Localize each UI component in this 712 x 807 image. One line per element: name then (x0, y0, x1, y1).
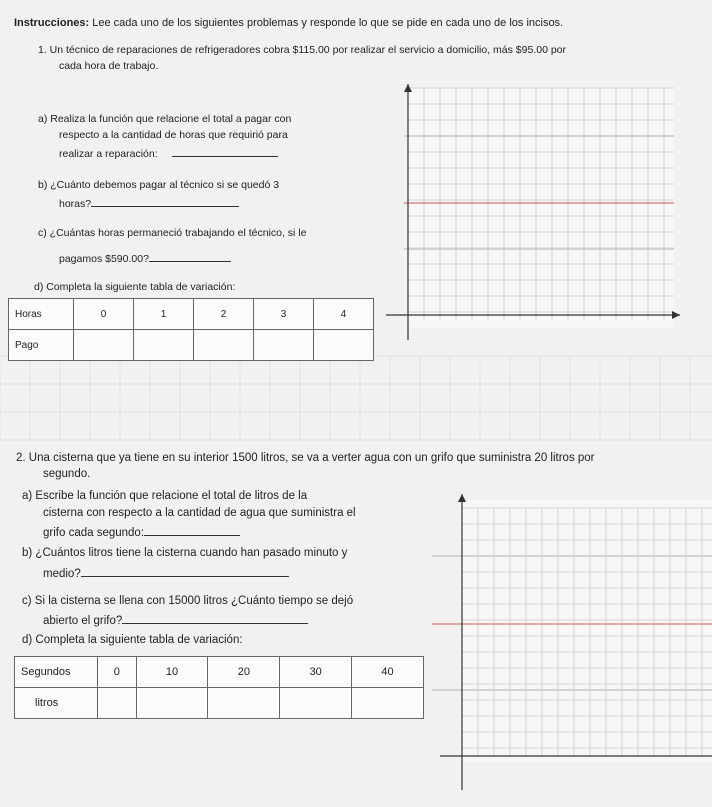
table2-row1-label: Segundos (15, 657, 98, 688)
instructions-text: Lee cada uno de los siguientes problemas y responde lo que se pide en cada uno de los incisos. (89, 17, 564, 29)
table2-empty-cell[interactable] (98, 688, 137, 719)
table1-empty-cell[interactable] (74, 330, 134, 361)
problem1-c-line2: pagamos $590.00? (59, 253, 149, 265)
problem1-a-line1: a) Realiza la función que relacione el total a pagar con (38, 113, 292, 125)
table2-empty-cell[interactable] (280, 688, 352, 719)
table2-row2-label: litros (15, 688, 98, 719)
table1-cell: 2 (194, 299, 254, 330)
instructions (14, 17, 563, 30)
table2-cell: 40 (352, 657, 424, 688)
table2-empty-cell[interactable] (208, 688, 280, 719)
x-axis-arrow-icon (672, 311, 680, 319)
answer-blank-2c[interactable] (122, 613, 308, 624)
problem2-statement-cont: segundo. (43, 468, 91, 480)
table2-empty-cell[interactable] (136, 688, 208, 719)
answer-blank-1a[interactable] (172, 146, 278, 157)
problem1-a-line2: respecto a la cantidad de horas que requirió para (59, 129, 288, 141)
table1-empty-cell[interactable] (254, 330, 314, 361)
answer-blank-1b[interactable] (91, 196, 239, 207)
table2-row-segundos (15, 657, 424, 688)
variation-table-1 (8, 298, 374, 361)
problem2-d-line: d) Completa la siguiente tabla de variación: (22, 634, 243, 646)
table1-empty-cell[interactable] (134, 330, 194, 361)
problem1-statement: 1. Un técnico de reparaciones de refrigeradores cobra $115.00 por realizar el servicio a domicilio, más $95.00 por (38, 44, 567, 56)
grid1-background (408, 88, 674, 328)
answer-blank-1c[interactable] (149, 251, 231, 262)
table2-cell: 30 (280, 657, 352, 688)
table1-row-horas (9, 299, 374, 330)
answer-blank-2a[interactable] (144, 525, 240, 536)
table2-row-litros (15, 688, 424, 719)
table1-cell: 1 (134, 299, 194, 330)
variation-table-2 (14, 656, 424, 719)
problem2-c-line1: c) Si la cisterna se llena con 15000 litros ¿Cuánto tiempo se dejó (22, 595, 354, 607)
problem2-c-line2: abierto el grifo? (43, 615, 123, 627)
y-axis-arrow-icon (458, 494, 466, 502)
table1-empty-cell[interactable] (314, 330, 374, 361)
problem2-b-line2: medio? (43, 568, 81, 580)
table1-row-pago (9, 330, 374, 361)
table1-row1-label: Horas (9, 299, 74, 330)
answer-blank-2b[interactable] (81, 566, 289, 577)
problem2-a-line1: a) Escribe la función que relacione el total de litros de la (22, 490, 308, 502)
grid2-background (462, 500, 712, 762)
table1-empty-cell[interactable] (194, 330, 254, 361)
table2-empty-cell[interactable] (352, 688, 424, 719)
problem1-statement-cont: cada hora de trabajo. (59, 60, 159, 72)
problem2-b-line1: b) ¿Cuántos litros tiene la cisterna cuando han pasado minuto y (22, 547, 348, 559)
table1-cell: 0 (74, 299, 134, 330)
table2-cell: 0 (98, 657, 137, 688)
problem1-b-line1: b) ¿Cuánto debemos pagar al técnico si se quedó 3 (38, 179, 280, 191)
problem2-a-line2: cisterna con respecto a la cantidad de agua que suministra el (43, 507, 356, 519)
problem1-c-line1: c) ¿Cuántas horas permaneció trabajando el técnico, si le (38, 227, 307, 239)
problem1-d-line: d) Completa la siguiente tabla de variación: (34, 281, 236, 293)
table1-cell: 3 (254, 299, 314, 330)
problem2-statement: 2. Una cisterna que ya tiene en su interior 1500 litros, se va a verter agua con un grifo que suministra 20 litros por (16, 452, 595, 464)
instructions-label: Instrucciones: (14, 17, 90, 29)
problem1-a-line3: realizar a reparación: (59, 148, 158, 160)
table1-cell: 4 (314, 299, 374, 330)
problem1-b-line2: horas? (59, 198, 92, 210)
table1-row2-label: Pago (9, 330, 74, 361)
table2-cell: 20 (208, 657, 280, 688)
problem2-a-line3: grifo cada segundo: (43, 527, 145, 539)
table2-cell: 10 (136, 657, 208, 688)
